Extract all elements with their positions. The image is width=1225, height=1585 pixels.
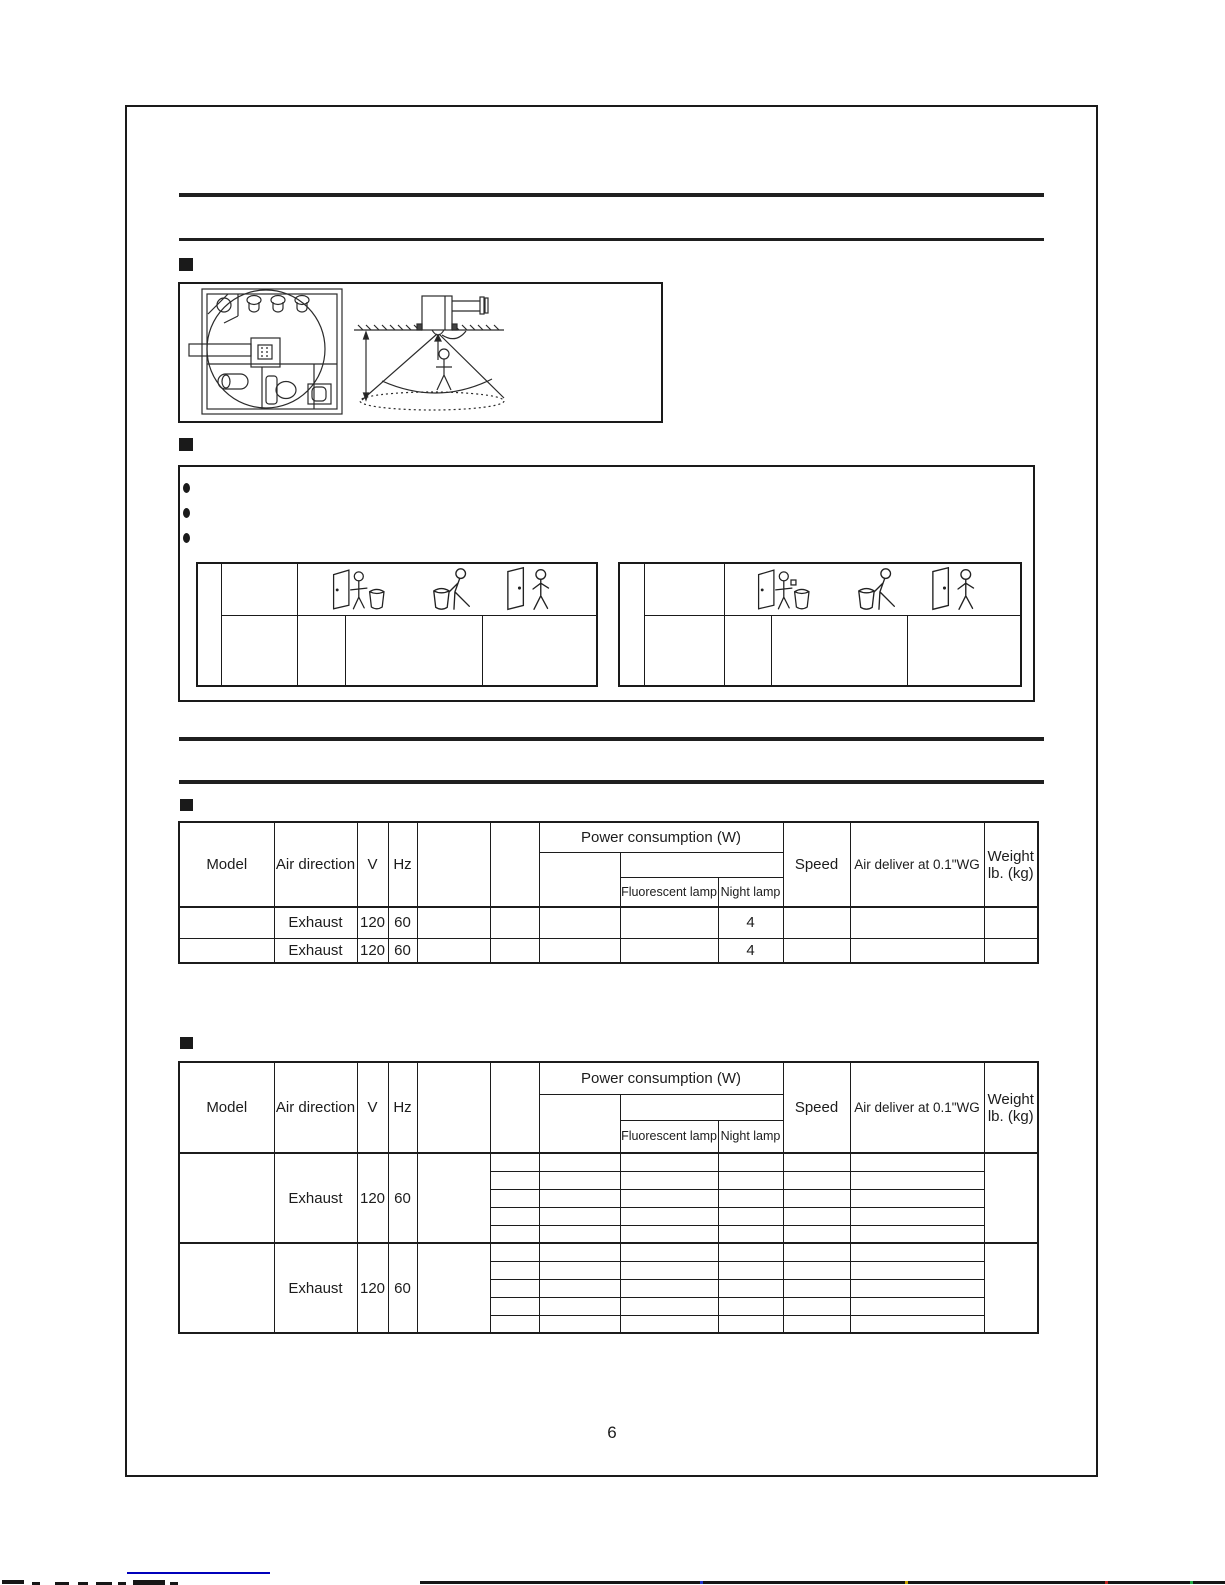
blank-cell xyxy=(539,1225,620,1243)
blank-cell xyxy=(620,938,718,963)
blank-cell xyxy=(620,1243,718,1261)
blank-cell xyxy=(984,1153,1038,1243)
blank-cell xyxy=(850,1297,984,1315)
black-square-bullet-icon xyxy=(180,1037,193,1049)
blank-cell xyxy=(644,615,724,686)
blank-cell xyxy=(620,1297,718,1315)
blank-cell xyxy=(345,615,482,686)
blank-cell xyxy=(221,563,297,615)
blank-cell xyxy=(644,563,724,615)
scan-artifact xyxy=(133,1580,165,1585)
person-leaving-door-icon xyxy=(504,565,564,613)
blank-cell xyxy=(417,1243,490,1333)
header-air-direction: Air direction xyxy=(274,1062,357,1153)
blank-header-cell xyxy=(490,822,539,907)
blank-cell xyxy=(783,1279,850,1297)
blank-cell xyxy=(490,938,539,963)
blank-cell xyxy=(718,1207,783,1225)
header-volts: V xyxy=(357,822,388,907)
night-lamp-value: 4 xyxy=(718,938,783,963)
blank-cell xyxy=(179,1243,274,1333)
blank-cell xyxy=(783,938,850,963)
blank-cell xyxy=(984,907,1038,938)
blank-header-cell xyxy=(620,852,783,877)
blank-cell xyxy=(490,1207,539,1225)
vertical-label-cell xyxy=(619,563,644,686)
header-speed: Speed xyxy=(783,822,850,907)
air-direction-value: Exhaust xyxy=(274,907,357,938)
table-row xyxy=(179,907,1038,938)
night-lamp-value: 4 xyxy=(718,907,783,938)
blank-cell xyxy=(984,1243,1038,1333)
hertz-value: 60 xyxy=(388,1243,417,1333)
specification-table-2 xyxy=(178,1061,1039,1334)
blank-cell xyxy=(179,907,274,938)
blank-cell xyxy=(718,1153,783,1171)
detection-range-side-view-diagram xyxy=(352,288,512,416)
header-power-consumption: Power consumption (W) xyxy=(539,1062,783,1094)
volts-value: 120 xyxy=(357,907,388,938)
header-weight xyxy=(984,1062,1038,1153)
figure-cell xyxy=(724,563,1021,615)
blank-cell xyxy=(850,1225,984,1243)
blank-cell xyxy=(417,938,490,963)
blank-cell xyxy=(718,1261,783,1279)
blank-cell xyxy=(783,1171,850,1189)
blank-cell xyxy=(620,1315,718,1333)
blank-cell xyxy=(620,1153,718,1171)
header-hertz: Hz xyxy=(388,822,417,907)
person-entering-door-icon xyxy=(330,565,402,613)
blank-cell xyxy=(718,1189,783,1207)
blank-cell xyxy=(850,1261,984,1279)
blank-header-cell xyxy=(490,1062,539,1153)
table-row xyxy=(179,938,1038,963)
usage-scenario-table-right xyxy=(618,562,1022,687)
usage-scenario-table-left xyxy=(196,562,598,687)
black-square-bullet-icon xyxy=(179,438,193,451)
blank-cell xyxy=(620,1189,718,1207)
header-night-lamp: Night lamp xyxy=(718,1120,783,1153)
air-direction-value: Exhaust xyxy=(274,938,357,963)
blank-cell xyxy=(539,938,620,963)
person-entering-door-with-sensor-icon xyxy=(755,565,827,613)
volts-value: 120 xyxy=(357,938,388,963)
blank-cell xyxy=(620,1171,718,1189)
blank-cell xyxy=(724,615,771,686)
header-weight xyxy=(984,822,1038,907)
header-weight-label: Weight xyxy=(987,1090,1034,1108)
blank-cell xyxy=(620,1279,718,1297)
scan-artifact-speck xyxy=(905,1581,908,1584)
black-dot-bullet-icon xyxy=(183,483,190,493)
blank-cell xyxy=(718,1279,783,1297)
blank-cell xyxy=(417,1153,490,1243)
header-weight-label: Weight xyxy=(987,847,1034,865)
scan-artifact-speck xyxy=(700,1581,703,1584)
vertical-label-cell xyxy=(197,563,221,686)
blank-cell xyxy=(490,907,539,938)
section-heading-rule-bottom xyxy=(179,780,1044,784)
blank-cell xyxy=(490,1243,539,1261)
blank-header-cell xyxy=(417,1062,490,1153)
blank-cell xyxy=(297,615,345,686)
header-air-deliver: Air deliver at 0.1"WG xyxy=(850,1062,984,1153)
header-volts: V xyxy=(357,1062,388,1153)
volts-value: 120 xyxy=(357,1153,388,1243)
header-power-consumption: Power consumption (W) xyxy=(539,822,783,852)
blank-cell xyxy=(539,1153,620,1171)
table-row xyxy=(179,1243,1038,1261)
blank-cell xyxy=(907,615,1021,686)
blank-cell xyxy=(718,1297,783,1315)
small-square-device-icon xyxy=(791,580,796,585)
blank-cell xyxy=(417,907,490,938)
page-number: 6 xyxy=(607,1423,617,1442)
header-model: Model xyxy=(179,1062,274,1153)
blank-cell xyxy=(850,1171,984,1189)
header-fluorescent-lamp: Fluorescent lamp xyxy=(620,1120,718,1153)
restroom-floor-plan-diagram xyxy=(188,288,348,416)
blank-cell xyxy=(718,1225,783,1243)
blank-cell xyxy=(539,1171,620,1189)
black-dot-bullet-icon xyxy=(183,533,190,543)
blank-cell xyxy=(783,1261,850,1279)
blank-cell xyxy=(490,1315,539,1333)
header-night-lamp: Night lamp xyxy=(718,877,783,907)
section-heading-rule-top xyxy=(179,193,1044,197)
specification-table-1 xyxy=(178,821,1039,964)
blank-cell xyxy=(221,615,297,686)
blank-cell xyxy=(620,1207,718,1225)
blank-cell xyxy=(850,1189,984,1207)
header-fluorescent-lamp: Fluorescent lamp xyxy=(620,877,718,907)
black-dot-bullet-icon xyxy=(183,508,190,518)
blank-header-cell xyxy=(539,1094,620,1153)
scan-artifact xyxy=(2,1580,24,1584)
section-heading-rule-bottom xyxy=(179,238,1044,241)
air-direction-value: Exhaust xyxy=(274,1153,357,1243)
blank-header-cell xyxy=(539,852,620,907)
hertz-value: 60 xyxy=(388,907,417,938)
blank-cell xyxy=(783,1225,850,1243)
black-square-bullet-icon xyxy=(179,258,193,271)
blank-cell xyxy=(850,1279,984,1297)
blank-cell xyxy=(539,1315,620,1333)
person-leaving-door-icon xyxy=(929,565,989,613)
blank-cell xyxy=(539,1279,620,1297)
blank-cell xyxy=(539,1189,620,1207)
header-weight-unit: lb. (kg) xyxy=(987,1107,1034,1125)
header-air-direction: Air direction xyxy=(274,822,357,907)
blank-cell xyxy=(850,1207,984,1225)
blank-cell xyxy=(620,907,718,938)
figure-cell xyxy=(297,563,597,615)
blank-cell xyxy=(539,1207,620,1225)
blank-cell xyxy=(783,1153,850,1171)
blank-cell xyxy=(850,1315,984,1333)
blank-cell xyxy=(539,1297,620,1315)
volts-value: 120 xyxy=(357,1243,388,1333)
blank-cell xyxy=(539,907,620,938)
blank-header-cell xyxy=(417,822,490,907)
blank-cell xyxy=(539,1261,620,1279)
blank-cell xyxy=(490,1153,539,1171)
blank-cell xyxy=(783,1243,850,1261)
header-hertz: Hz xyxy=(388,1062,417,1153)
header-model: Model xyxy=(179,822,274,907)
blank-cell xyxy=(783,1297,850,1315)
blank-cell xyxy=(984,938,1038,963)
blank-cell xyxy=(718,1171,783,1189)
hertz-value: 60 xyxy=(388,1153,417,1243)
blank-cell xyxy=(179,938,274,963)
blank-cell xyxy=(490,1297,539,1315)
blank-cell xyxy=(850,907,984,938)
blank-cell xyxy=(783,1315,850,1333)
blank-cell xyxy=(620,1225,718,1243)
blank-cell xyxy=(490,1225,539,1243)
header-air-deliver: Air deliver at 0.1"WG xyxy=(850,822,984,907)
blank-cell xyxy=(850,938,984,963)
blank-cell xyxy=(490,1171,539,1189)
blank-cell xyxy=(490,1261,539,1279)
diagram-box xyxy=(178,282,663,423)
person-using-toilet-icon xyxy=(428,565,478,613)
blank-cell xyxy=(490,1189,539,1207)
blank-cell xyxy=(482,615,597,686)
blank-cell xyxy=(620,1261,718,1279)
blank-cell xyxy=(783,1189,850,1207)
air-direction-value: Exhaust xyxy=(274,1243,357,1333)
table-row xyxy=(179,1153,1038,1171)
scan-artifact-blue-underline xyxy=(127,1572,270,1574)
blank-cell xyxy=(783,907,850,938)
blank-cell xyxy=(179,1153,274,1243)
scan-artifact-speck xyxy=(1190,1581,1193,1584)
blank-header-cell xyxy=(620,1094,783,1120)
person-using-toilet-icon xyxy=(853,565,903,613)
blank-cell xyxy=(771,615,907,686)
scan-artifact-speck xyxy=(1105,1581,1108,1584)
hertz-value: 60 xyxy=(388,938,417,963)
section-heading-rule-top xyxy=(179,737,1044,741)
blank-cell xyxy=(850,1153,984,1171)
header-speed: Speed xyxy=(783,1062,850,1153)
blank-cell xyxy=(539,1243,620,1261)
blank-cell xyxy=(490,1279,539,1297)
blank-cell xyxy=(783,1207,850,1225)
blank-cell xyxy=(718,1315,783,1333)
black-square-bullet-icon xyxy=(180,799,193,811)
blank-cell xyxy=(850,1243,984,1261)
blank-cell xyxy=(718,1243,783,1261)
header-weight-unit: lb. (kg) xyxy=(987,864,1034,882)
